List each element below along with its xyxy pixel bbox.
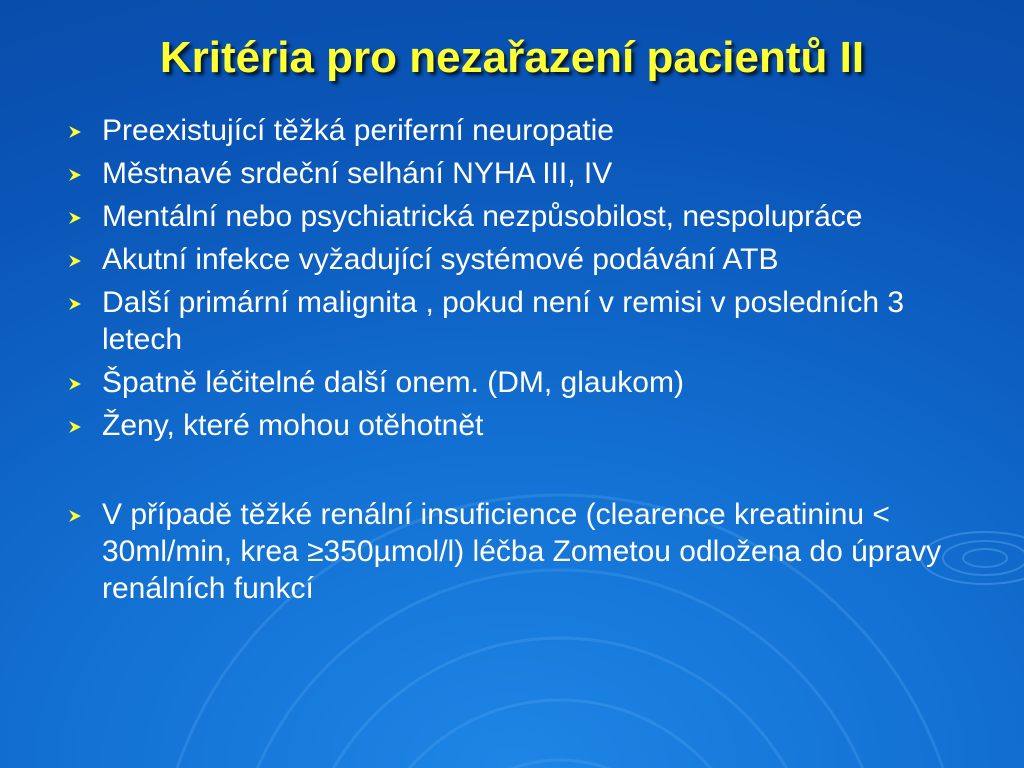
bullet-item — [62, 241, 962, 278]
bullet-text: Akutní infekce vyžadující systémové podávání ATB — [102, 243, 779, 276]
bullet-item — [62, 284, 962, 358]
bullet-text: Špatně léčitelné další onem. (DM, glaukom) — [102, 366, 684, 399]
bullet-item — [62, 364, 962, 401]
arrow-bullet-icon — [68, 377, 82, 391]
arrow-bullet-icon — [68, 254, 82, 268]
bullet-item — [62, 198, 962, 235]
arrow-bullet-icon — [68, 125, 82, 139]
bullet-item — [62, 155, 962, 192]
arrow-bullet-icon — [68, 168, 82, 182]
bullet-text: Ženy, které mohou otěhotnět — [102, 409, 484, 442]
bullet-item — [62, 112, 962, 149]
bullet-text: Preexistující těžká periferní neuropatie — [102, 114, 614, 147]
bullet-item — [62, 407, 962, 444]
slide-title: Kritéria pro nezařazení pacientů II — [159, 33, 865, 82]
bullet-item — [62, 496, 962, 607]
bullet-text: Městnavé srdeční selhání NYHA III, IV — [102, 157, 613, 190]
bullet-text: V případě těžké renální insuficience (clearence kreatininu < 30ml/min, krea ≥350µmol/l) léčba Zometou odložena do úpravy renálních funkcí — [102, 498, 942, 605]
bullet-text: Další primární malignita , pokud není v remisi v posledních 3 letech — [102, 286, 905, 356]
arrow-bullet-icon — [68, 211, 82, 225]
arrow-bullet-icon — [68, 509, 82, 523]
arrow-bullet-icon — [68, 420, 82, 434]
arrow-bullet-icon — [68, 297, 82, 311]
bullet-text: Mentální nebo psychiatrická nezpůsobilost, nespolupráce — [102, 200, 863, 233]
bullet-list — [62, 112, 962, 613]
